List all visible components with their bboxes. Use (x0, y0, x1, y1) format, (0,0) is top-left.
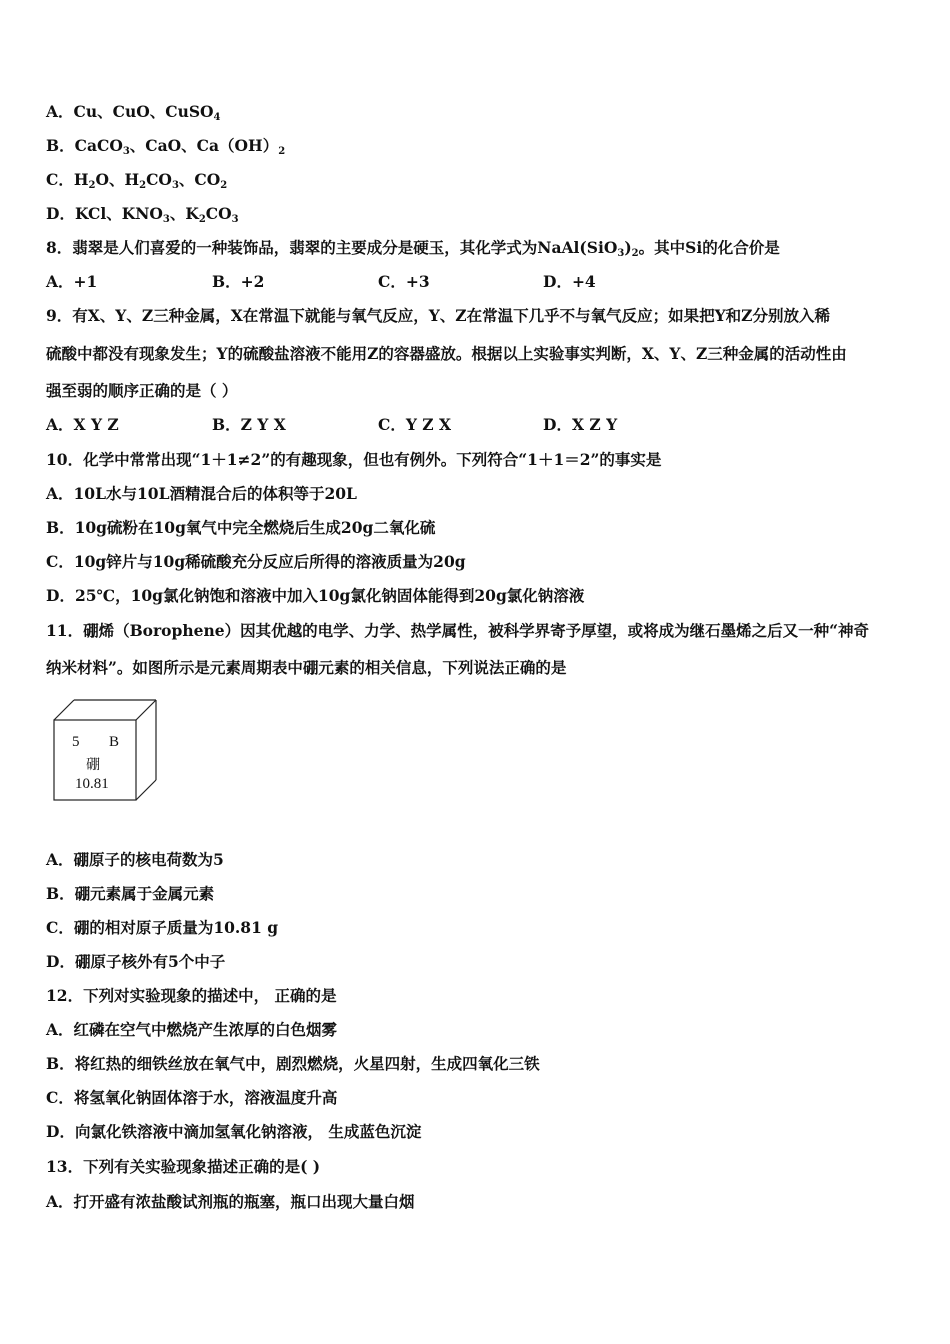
q10-option-d: D．25℃，10g氯化钠饱和溶液中加入10g氯化钠固体能得到20g氯化钠溶液 (46, 586, 585, 605)
q13-option-a: A．打开盛有浓盐酸试剂瓶的瓶塞，瓶口出现大量白烟 (46, 1192, 415, 1211)
q8-option-b: B．+2 (212, 272, 265, 291)
q12-option-b: B．将红热的细铁丝放在氧气中，剧烈燃烧，火星四射，生成四氧化三铁 (46, 1054, 540, 1073)
q9-option-d: D．X Z Y (543, 415, 618, 434)
q7-option-a: A．Cu、CuO、CuSO$_4$ (46, 102, 221, 123)
q10-stem: 10．化学中常常出现“1＋1≠2”的有趣现象，但也有例外。下列符合“1＋1＝2”的事实是 (46, 450, 662, 469)
q8-stem: 8．翡翠是人们喜爱的一种装饰品，翡翠的主要成分是硬玉，其化学式为$NaAl(SiO_3)_2$。其中Si的化合价是 (46, 238, 780, 259)
q11-option-c: C．硼的相对原子质量为10.81 g (46, 918, 279, 937)
q12-stem: 12．下列对实验现象的描述中， 正确的是 (46, 986, 337, 1005)
element-symbol: B (109, 734, 120, 750)
q11-stem-line2: 纳米材料”。如图所示是元素周期表中硼元素的相关信息，下列说法正确的是 (46, 658, 567, 677)
element-name: 硼 (86, 757, 100, 773)
q9-option-b: B．Z Y X (212, 415, 286, 434)
q12-option-d: D．向氯化铁溶液中滴加氢氧化钠溶液， 生成蓝色沉淀 (46, 1122, 422, 1141)
q10-option-a: A．10L水与10L酒精混合后的体积等于20L (46, 484, 357, 503)
q11-option-d: D．硼原子核外有5个中子 (46, 952, 226, 971)
q8-option-d: D．+4 (543, 272, 596, 291)
q11-option-b: B．硼元素属于金属元素 (46, 884, 215, 903)
q11-stem-line1: 11．硼烯（Borophene）因其优越的电学、力学、热学属性，被科学界寄予厚望，或将成为继石墨烯之后又一种“神奇 (46, 621, 870, 640)
q10-option-b: B．10g硫粉在10g氧气中完全燃烧后生成20g二氧化硫 (46, 518, 436, 537)
q12-option-c: C．将氢氧化钠固体溶于水，溶液温度升高 (46, 1088, 338, 1107)
q7-option-b: B．CaCO$_3$、CaO、$Ca(OH)_2$ (46, 136, 286, 157)
q8-option-c: C．+3 (378, 272, 430, 291)
q13-stem: 13．下列有关实验现象描述正确的是( ) (46, 1157, 321, 1176)
q7-option-d: D．KCl、$KNO_3$、$K_2CO_3$ (46, 204, 239, 225)
q9-option-c: C．Y Z X (378, 415, 452, 434)
q9-stem-line3: 强至弱的顺序正确的是（ ） (46, 381, 238, 400)
q7-option-c: C．$H_2O$、$H_2CO_3$、$CO_2$ (46, 170, 228, 191)
q9-stem-line2: 硫酸中都没有现象发生；Y的硫酸盐溶液不能用Z的容器盛放。根据以上实验事实判断，X、Y、Z三种金属的活动性由 (46, 344, 847, 363)
q9-option-a: A．X Y Z (46, 415, 119, 434)
q8-option-a: A．+1 (46, 272, 98, 291)
q9-stem-line1: 9．有X、Y、Z三种金属，X在常温下就能与氧气反应，Y、Z在常温下几乎不与氧气反应；如果把Y和Z分别放入稀 (46, 306, 830, 325)
atomic-mass: 10.81 (75, 776, 109, 792)
boron-element-tile (50, 698, 162, 802)
q10-option-c: C．10g锌片与10g稀硫酸充分反应后所得的溶液质量为20g (46, 552, 466, 571)
atomic-number: 5 (72, 734, 80, 750)
q12-option-a: A．红磷在空气中燃烧产生浓厚的白色烟雾 (46, 1020, 338, 1039)
q11-option-a: A．硼原子的核电荷数为5 (46, 850, 224, 869)
